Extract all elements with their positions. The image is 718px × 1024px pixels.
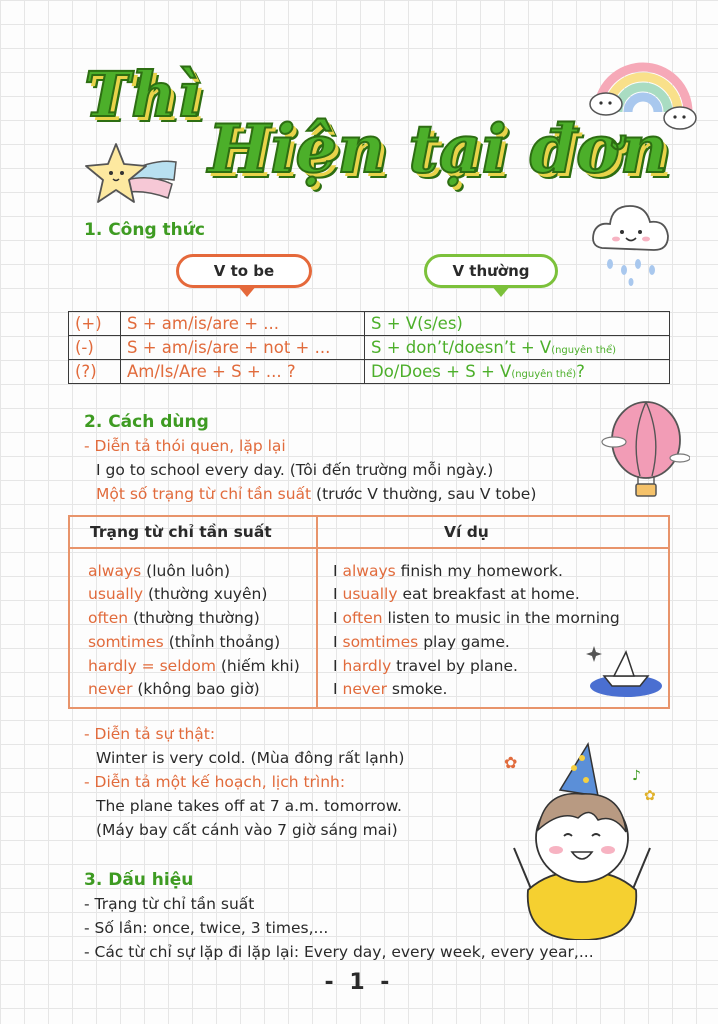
adverb-note-rule: (trước V thường, sau V tobe) [311,485,537,503]
example-rest: travel by plane. [391,657,518,675]
party-kid-icon [494,740,670,940]
example-subject: I [333,561,343,580]
table-row [69,606,669,630]
adverb-word: never [88,679,133,698]
adverb-cell [69,582,317,606]
header-example: Ví dụ [317,516,669,548]
bubble-v-thuong [424,254,558,288]
adverb-meaning: (luôn luôn) [141,561,231,580]
formula-v-thuong [365,312,670,336]
bubble-v-to-be-label: V to be [213,262,275,280]
formula-v-thuong [365,336,670,360]
signal-item: - Trạng từ chỉ tần suất [84,895,255,913]
table-row [69,582,669,606]
adverb-word: often [88,609,129,627]
bubble-v-to-be [176,254,312,288]
adverb-word: usually [88,585,144,603]
formula-v-thuong-note: (nguyên thể) [551,345,617,356]
adverb-word: somtimes [88,633,164,651]
adverb-note-title: Một số trạng từ chỉ tần suất [96,485,312,503]
adverb-note [96,485,536,503]
example-schedule-translation: (Máy bay cất cánh vào 7 giờ sáng mai) [96,821,398,839]
formula-row-positive [69,312,670,336]
svg-text:♪: ♪ [632,768,641,784]
example-rest: smoke. [386,679,448,698]
example-adverb: somtimes [342,633,419,651]
example-subject: I [333,679,343,698]
formula-v-thuong-text: S + don’t/doesn’t + V [371,338,552,357]
example-adverb: often [342,609,383,627]
example-rest: listen to music in the morning [382,609,620,627]
svg-text:✿: ✿ [504,753,518,772]
example-cell [317,582,669,606]
example-subject: I [333,633,343,651]
example-subject: I [333,657,343,675]
adverb-cell [69,678,317,708]
signal-item: - Các từ chỉ sự lặp đi lặp lại: Every day, every week, every year,... [84,943,594,961]
table-row [69,654,669,678]
cloud-icon [588,196,674,288]
adverb-cell [69,630,317,654]
svg-text:✿: ✿ [644,788,656,804]
table-row [69,678,669,708]
adverb-meaning: (thường xuyên) [143,585,268,603]
example-subject: I [333,609,343,627]
use-fact: - Diễn tả sự thật: [84,725,216,743]
page-number: - 1 - [324,970,394,995]
example-cell [317,654,669,678]
adverb-meaning: (thường thường) [128,609,260,627]
example-adverb: usually [342,585,398,603]
example-adverb: hardly [342,657,392,675]
bubble-v-thuong-label: V thường [452,262,530,280]
adverb-cell [69,548,317,582]
page-title: Hiện tại đơn [208,110,668,188]
table-row [69,548,669,582]
formula-table [68,311,670,384]
use-schedule: - Diễn tả một kế hoạch, lịch trình: [84,773,346,791]
star-icon [84,140,180,210]
adverb-word: hardly = seldom [88,657,216,675]
frequency-table-header [69,516,669,548]
formula-to-be: S + am/is/are + ... [121,312,365,336]
formula-row-question [69,360,670,384]
formula-v-thuong-note: (nguyên thể) [511,369,577,380]
adverb-meaning: (hiếm khi) [215,657,300,675]
example-schedule: The plane takes off at 7 a.m. tomorrow. [96,797,402,815]
header-adverb: Trạng từ chỉ tần suất [69,516,317,548]
formula-sign: (+) [69,312,121,336]
formula-v-thuong-end: ? [576,362,585,381]
table-row [69,630,669,654]
section-2-heading: 2. Cách dùng [84,412,209,432]
example-habit: I go to school every day. (Tôi đến trường mỗi ngày.) [96,461,494,479]
formula-v-thuong-text: Do/Does + S + V [371,362,512,381]
example-adverb: always [342,561,396,580]
section-3-heading: 3. Dấu hiệu [84,870,194,890]
example-adverb: never [342,679,387,698]
hot-air-balloon-icon [600,398,690,502]
formula-sign: (-) [69,336,121,360]
signal-item: - Số lần: once, twice, 3 times,... [84,919,329,937]
example-rest: finish my homework. [395,561,563,580]
adverb-meaning: (thỉnh thoảng) [163,633,281,651]
adverb-cell [69,654,317,678]
formula-row-negative [69,336,670,360]
example-rest: eat breakfast at home. [397,585,580,603]
formula-v-thuong [365,360,670,384]
section-1-heading: 1. Công thức [84,220,205,240]
formula-to-be: S + am/is/are + not + ... [121,336,365,360]
example-rest: play game. [418,633,510,651]
example-cell [317,630,669,654]
example-cell [317,606,669,630]
example-cell [317,548,669,582]
adverb-meaning: (không bao giờ) [132,679,260,698]
use-habit: - Diễn tả thói quen, lặp lại [84,437,286,455]
adverb-cell [69,606,317,630]
adverb-word: always [88,561,142,580]
formula-to-be: Am/Is/Are + S + ... ? [121,360,365,384]
frequency-table [68,515,670,709]
example-subject: I [333,585,343,603]
example-cell [317,678,669,708]
example-fact: Winter is very cold. (Mùa đông rất lạnh) [96,749,405,767]
formula-v-thuong-text: S + V(s/es) [371,314,463,333]
formula-sign: (?) [69,360,121,384]
title-line-1: Thì [84,58,202,131]
